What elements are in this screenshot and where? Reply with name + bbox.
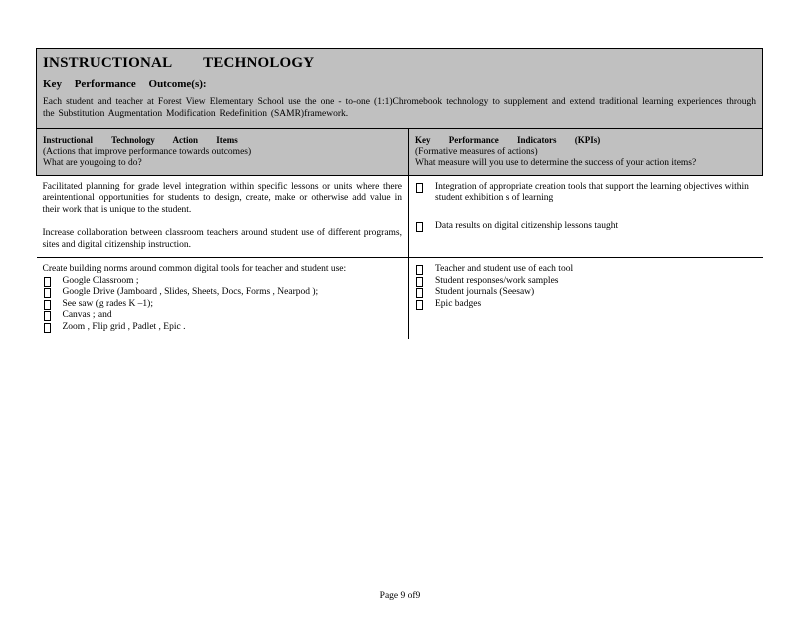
page-number: Page 9 of9 xyxy=(379,591,421,601)
intro-text: Each student and teacher at Forest View Elementary School use the one - to-one (1:1)Chromebook technology to supplement and extend traditional learning experiences through the Substitution Augmentation Modification Redefinition (SAMR)framework. xyxy=(43,97,757,119)
bullet-box-icon xyxy=(416,222,423,232)
bullet-box-icon xyxy=(44,300,51,310)
action-cell xyxy=(37,258,409,340)
action-cell xyxy=(37,175,409,258)
bullet-box-icon xyxy=(416,288,423,298)
table-row xyxy=(37,258,763,340)
list-item: Google Drive (Jamboard , Slides, Sheets, Docs, Forms , Nearpod ); xyxy=(43,287,403,299)
bullet-box-icon xyxy=(416,277,423,287)
bullet-box-icon xyxy=(416,300,423,310)
action-text: Facilitated planning for grade level integration within specific lessons or units where there areintentional opportunities for students to design, create, make or otherwise add value in their work that is unique to the student. xyxy=(42,181,402,215)
kpi-question: What measure will you use to determine the success of your action items? xyxy=(415,158,697,168)
bullet-box-icon xyxy=(44,288,51,298)
kpo-table xyxy=(36,48,763,339)
bullet-box-icon xyxy=(416,183,423,193)
table-row xyxy=(37,175,763,258)
list-item: Teacher and student use of each tool xyxy=(415,264,757,276)
action-items-question: What are yougoing to do? xyxy=(43,158,142,168)
list-item: Integration of appropriate creation tools that support the learning objectives within student exhibition s of learning xyxy=(415,182,757,205)
action-items-subtitle: (Actions that improve performance towards outcomes) xyxy=(43,146,252,157)
bullet-box-icon xyxy=(44,323,51,333)
kpi-header xyxy=(409,129,763,176)
list-item: Student responses/work samples xyxy=(415,276,757,288)
bullet-box-icon xyxy=(44,277,51,287)
list-item: Epic badges xyxy=(415,299,757,311)
action-items-header xyxy=(37,129,409,176)
action-text: Create building norms around common digital tools for teacher and student use: xyxy=(42,264,347,274)
list-item: Canvas ; and xyxy=(43,310,403,322)
kpi-cell xyxy=(409,175,763,258)
action-text: Increase collaboration between classroom teachers around student use of different programs, sites and digital citizenship instruction. xyxy=(42,228,402,250)
kpi-subtitle: (Formative measures of actions) xyxy=(415,146,538,157)
list-item: Data results on digital citizenship lessons taught xyxy=(415,221,757,233)
action-items-title: Instructional Technology Action Items xyxy=(43,135,238,145)
section-title: INSTRUCTIONAL TECHNOLOGY xyxy=(43,55,315,71)
list-item: Zoom , Flip grid , Padlet , Epic . xyxy=(43,322,403,334)
kpi-title: Key Performance Indicators (KPIs) xyxy=(415,135,601,145)
list-item: Google Classroom ; xyxy=(43,276,403,288)
list-item: See saw (g rades K –1); xyxy=(43,299,403,311)
bullet-box-icon xyxy=(416,265,423,275)
kpo-label: Key Performance Outcome(s): xyxy=(43,78,207,90)
bullet-box-icon xyxy=(44,311,51,321)
list-item: Student journals (Seesaw) xyxy=(415,287,757,299)
section-header xyxy=(37,49,763,129)
kpi-cell xyxy=(409,258,763,340)
